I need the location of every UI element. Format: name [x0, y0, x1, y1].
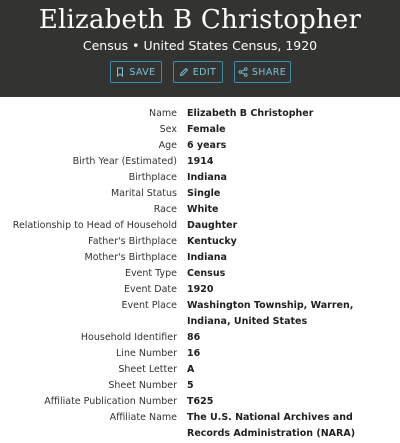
detail-value: 16 — [187, 348, 201, 359]
detail-label: Event Place — [121, 300, 177, 311]
action-bar — [0, 61, 400, 83]
pencil-icon — [179, 67, 189, 77]
detail-row-affiliate-name — [0, 410, 400, 442]
detail-row-marital-status — [0, 186, 400, 202]
detail-row-birthplace — [0, 170, 400, 186]
detail-row-race — [0, 202, 400, 218]
detail-label: Household Identifier — [80, 332, 177, 343]
detail-label: Sheet Letter — [118, 364, 177, 375]
detail-label: Affiliate Name — [109, 412, 177, 423]
share-icon — [238, 67, 248, 77]
bookmark-icon — [115, 67, 125, 77]
detail-value: Indiana — [187, 172, 227, 183]
detail-label: Event Type — [124, 268, 177, 279]
detail-label: Birthplace — [128, 172, 177, 183]
detail-row-event-date — [0, 282, 400, 298]
share-button[interactable] — [234, 61, 291, 83]
detail-value: Kentucky — [187, 236, 237, 247]
save-button-label: SAVE — [129, 66, 156, 78]
detail-value: Female — [187, 124, 226, 135]
detail-label: Father's Birthplace — [88, 236, 177, 247]
detail-value: Indiana — [187, 252, 227, 263]
detail-value: Washington Township, Warren, Indiana, United States — [187, 300, 354, 327]
record-header — [0, 0, 400, 97]
edit-button-label: EDIT — [192, 66, 217, 78]
detail-row-line-number — [0, 346, 400, 362]
detail-value: Elizabeth B Christopher — [187, 108, 314, 119]
detail-row-sheet-number — [0, 378, 400, 394]
detail-row-mother-birthplace — [0, 250, 400, 266]
detail-value: The U.S. National Archives and Records Administration (NARA) — [187, 412, 356, 439]
detail-label: Relationship to Head of Household — [12, 220, 177, 231]
detail-row-event-type — [0, 266, 400, 282]
detail-value: White — [187, 204, 219, 215]
detail-value: 6 years — [187, 140, 227, 151]
detail-label: Age — [158, 140, 177, 151]
detail-value: T625 — [187, 396, 214, 407]
detail-label: Affiliate Publication Number — [44, 396, 177, 407]
detail-value: 86 — [187, 332, 201, 343]
detail-label: Line Number — [116, 348, 177, 359]
record-subtitle: Census • United States Census, 1920 — [82, 38, 318, 53]
detail-value: Census — [187, 268, 226, 279]
detail-label: Marital Status — [110, 188, 177, 199]
detail-label: Sex — [159, 124, 177, 135]
detail-row-affiliate-publication-number — [0, 394, 400, 410]
detail-label: Race — [153, 204, 177, 215]
detail-row-father-birthplace — [0, 234, 400, 250]
detail-row-event-place — [0, 298, 400, 330]
detail-row-age — [0, 138, 400, 154]
detail-label: Sheet Number — [108, 380, 177, 391]
detail-row-household-identifier — [0, 330, 400, 346]
detail-row-sheet-letter — [0, 362, 400, 378]
detail-row-name — [0, 106, 400, 122]
detail-label: Birth Year (Estimated) — [72, 156, 177, 167]
detail-value: 1914 — [187, 156, 214, 167]
page-title: Elizabeth B Christopher — [38, 5, 362, 35]
detail-row-birth-year — [0, 154, 400, 170]
detail-row-relationship — [0, 218, 400, 234]
share-button-label: SHARE — [251, 66, 287, 78]
detail-row-sex — [0, 122, 400, 138]
detail-label: Event Date — [124, 284, 177, 295]
detail-value: A — [187, 364, 195, 375]
detail-value: 1920 — [187, 284, 214, 295]
detail-label: Name — [148, 108, 177, 119]
detail-value: Daughter — [187, 220, 238, 231]
save-button[interactable] — [110, 61, 162, 83]
record-details — [0, 106, 400, 442]
detail-label: Mother's Birthplace — [84, 252, 177, 263]
detail-value: Single — [187, 188, 221, 199]
edit-button[interactable] — [173, 61, 223, 83]
detail-value: 5 — [187, 380, 194, 391]
